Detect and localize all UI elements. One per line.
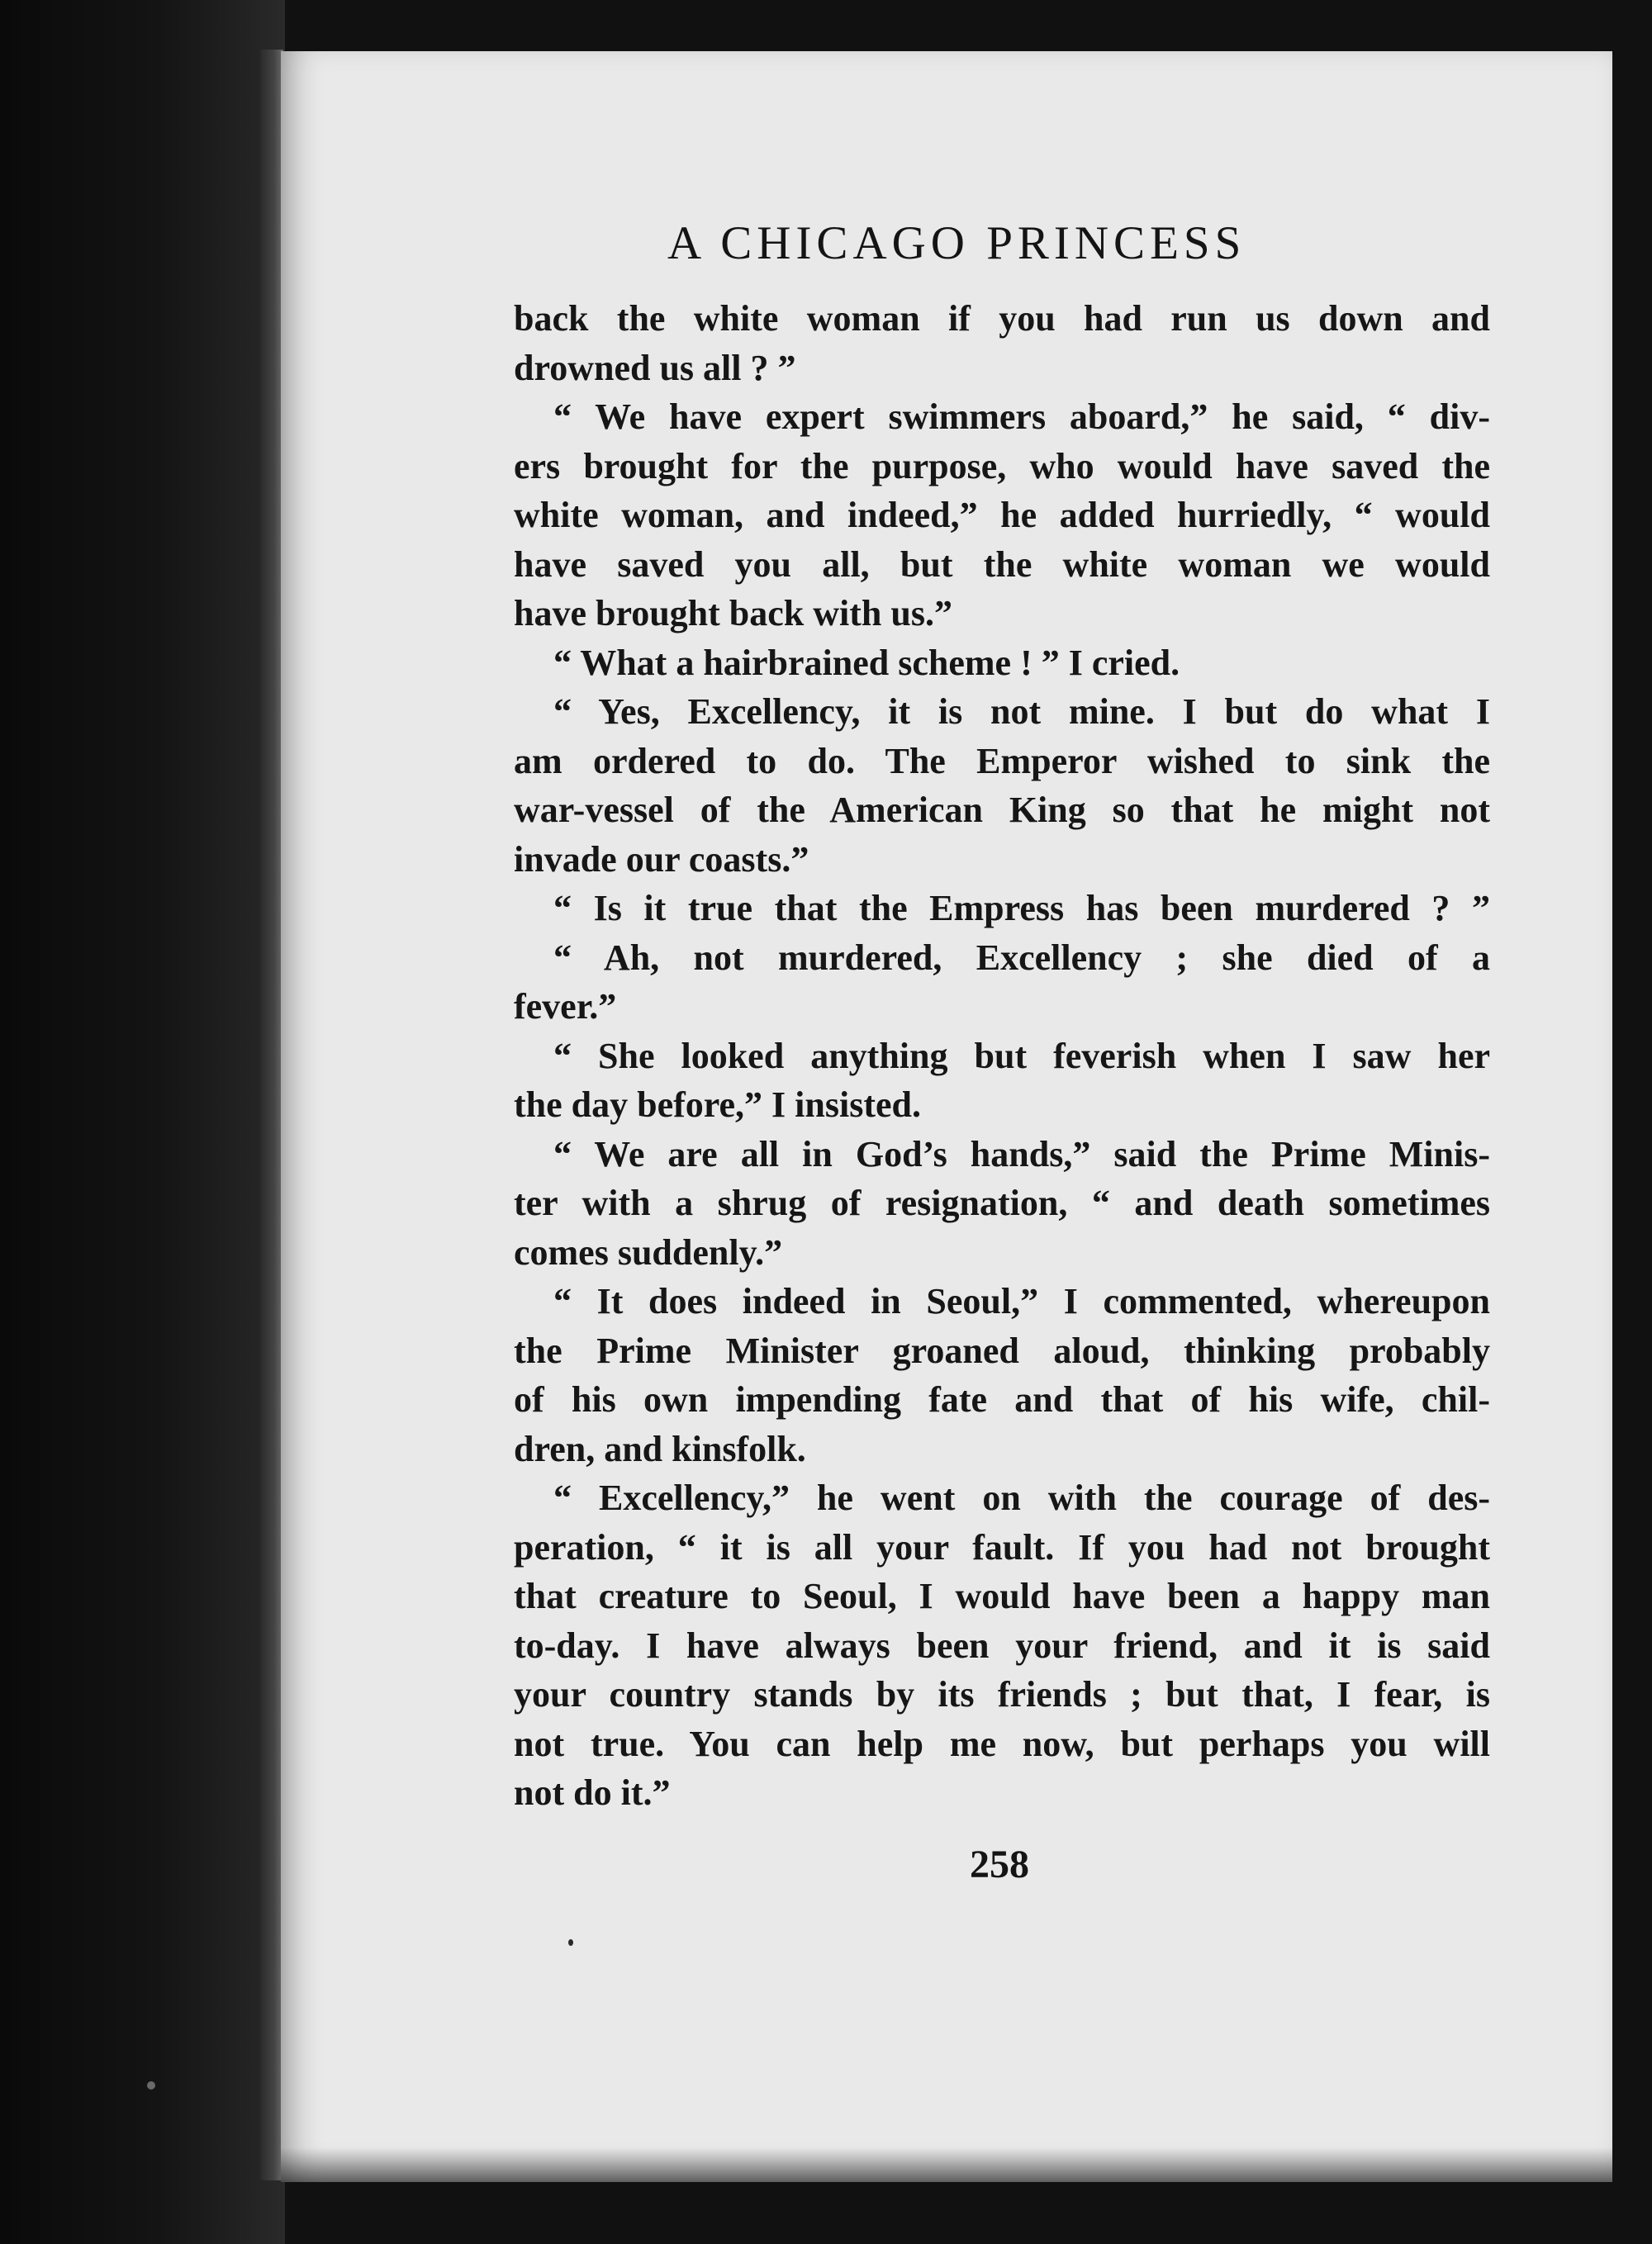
body-text xyxy=(514,294,1490,1818)
text-line: to-day. I have always been your friend, and it is said xyxy=(514,1625,1490,1666)
text-line: drowned us all ? ” xyxy=(514,347,796,388)
page-number: 258 xyxy=(970,1843,1029,1886)
text-line: “ What a hairbrained scheme ! ” I cried. xyxy=(553,642,1180,683)
text-line: of his own impending fate and that of his wife, chil- xyxy=(514,1379,1490,1420)
text-line: back the white woman if you had run us down and xyxy=(514,298,1490,339)
text-line: have brought back with us.” xyxy=(514,593,952,633)
text-line: war-vessel of the American King so that he might not xyxy=(514,790,1490,830)
text-line: comes suddenly.” xyxy=(514,1231,783,1273)
text-line: peration, “ it is all your fault. If you had not brought xyxy=(514,1526,1490,1568)
text-line: the day before,” I insisted. xyxy=(514,1084,921,1125)
text-line: ter with a shrug of resignation, “ and death sometimes xyxy=(514,1183,1490,1223)
text-line: the Prime Minister groaned aloud, thinking probably xyxy=(514,1330,1490,1371)
text-line: that creature to Seoul, I would have been a happy man xyxy=(514,1576,1490,1616)
text-line: am ordered to do. The Emperor wished to sink the xyxy=(514,740,1490,781)
text-line: “ She looked anything but feverish when I saw her xyxy=(553,1035,1490,1076)
text-line: your country stands by its friends ; but that, I fear, is xyxy=(514,1674,1490,1715)
page-bottom-shadow xyxy=(281,2147,1612,2182)
text-line: “ We are all in God’s hands,” said the Prime Minis- xyxy=(553,1133,1490,1174)
text-line: “ Excellency,” he went on with the courage of des- xyxy=(553,1478,1490,1518)
text-line: “ Ah, not murdered, Excellency ; she died of a xyxy=(553,937,1490,978)
scan-speck xyxy=(147,2081,155,2090)
page-stack-edge xyxy=(260,50,283,2180)
text-line: white woman, and indeed,” he added hurriedly, “ would xyxy=(514,495,1490,535)
text-line: not do it.” xyxy=(514,1772,671,1813)
running-head: A CHICAGO PRINCESS xyxy=(667,217,1246,269)
text-line: invade our coasts.” xyxy=(514,838,809,880)
text-line: have saved you all, but the white woman we would xyxy=(514,543,1490,585)
book-edge-shadow xyxy=(0,0,285,2244)
text-line: ers brought for the purpose, who would have saved the xyxy=(514,445,1490,486)
text-line: not true. You can help me now, but perhaps you will xyxy=(514,1723,1490,1764)
text-line: “ Yes, Excellency, it is not mine. I but do what I xyxy=(553,691,1490,732)
text-line: “ Is it true that the Empress has been murdered ? ” xyxy=(553,888,1490,928)
text-line: “ It does indeed in Seoul,” I commented, whereupon xyxy=(553,1281,1490,1321)
text-line: dren, and kinsfolk. xyxy=(514,1428,806,1469)
text-line: fever.” xyxy=(514,986,617,1027)
text-line: “ We have expert swimmers aboard,” he said, “ div- xyxy=(553,396,1490,437)
scan-speck xyxy=(568,1939,573,1946)
